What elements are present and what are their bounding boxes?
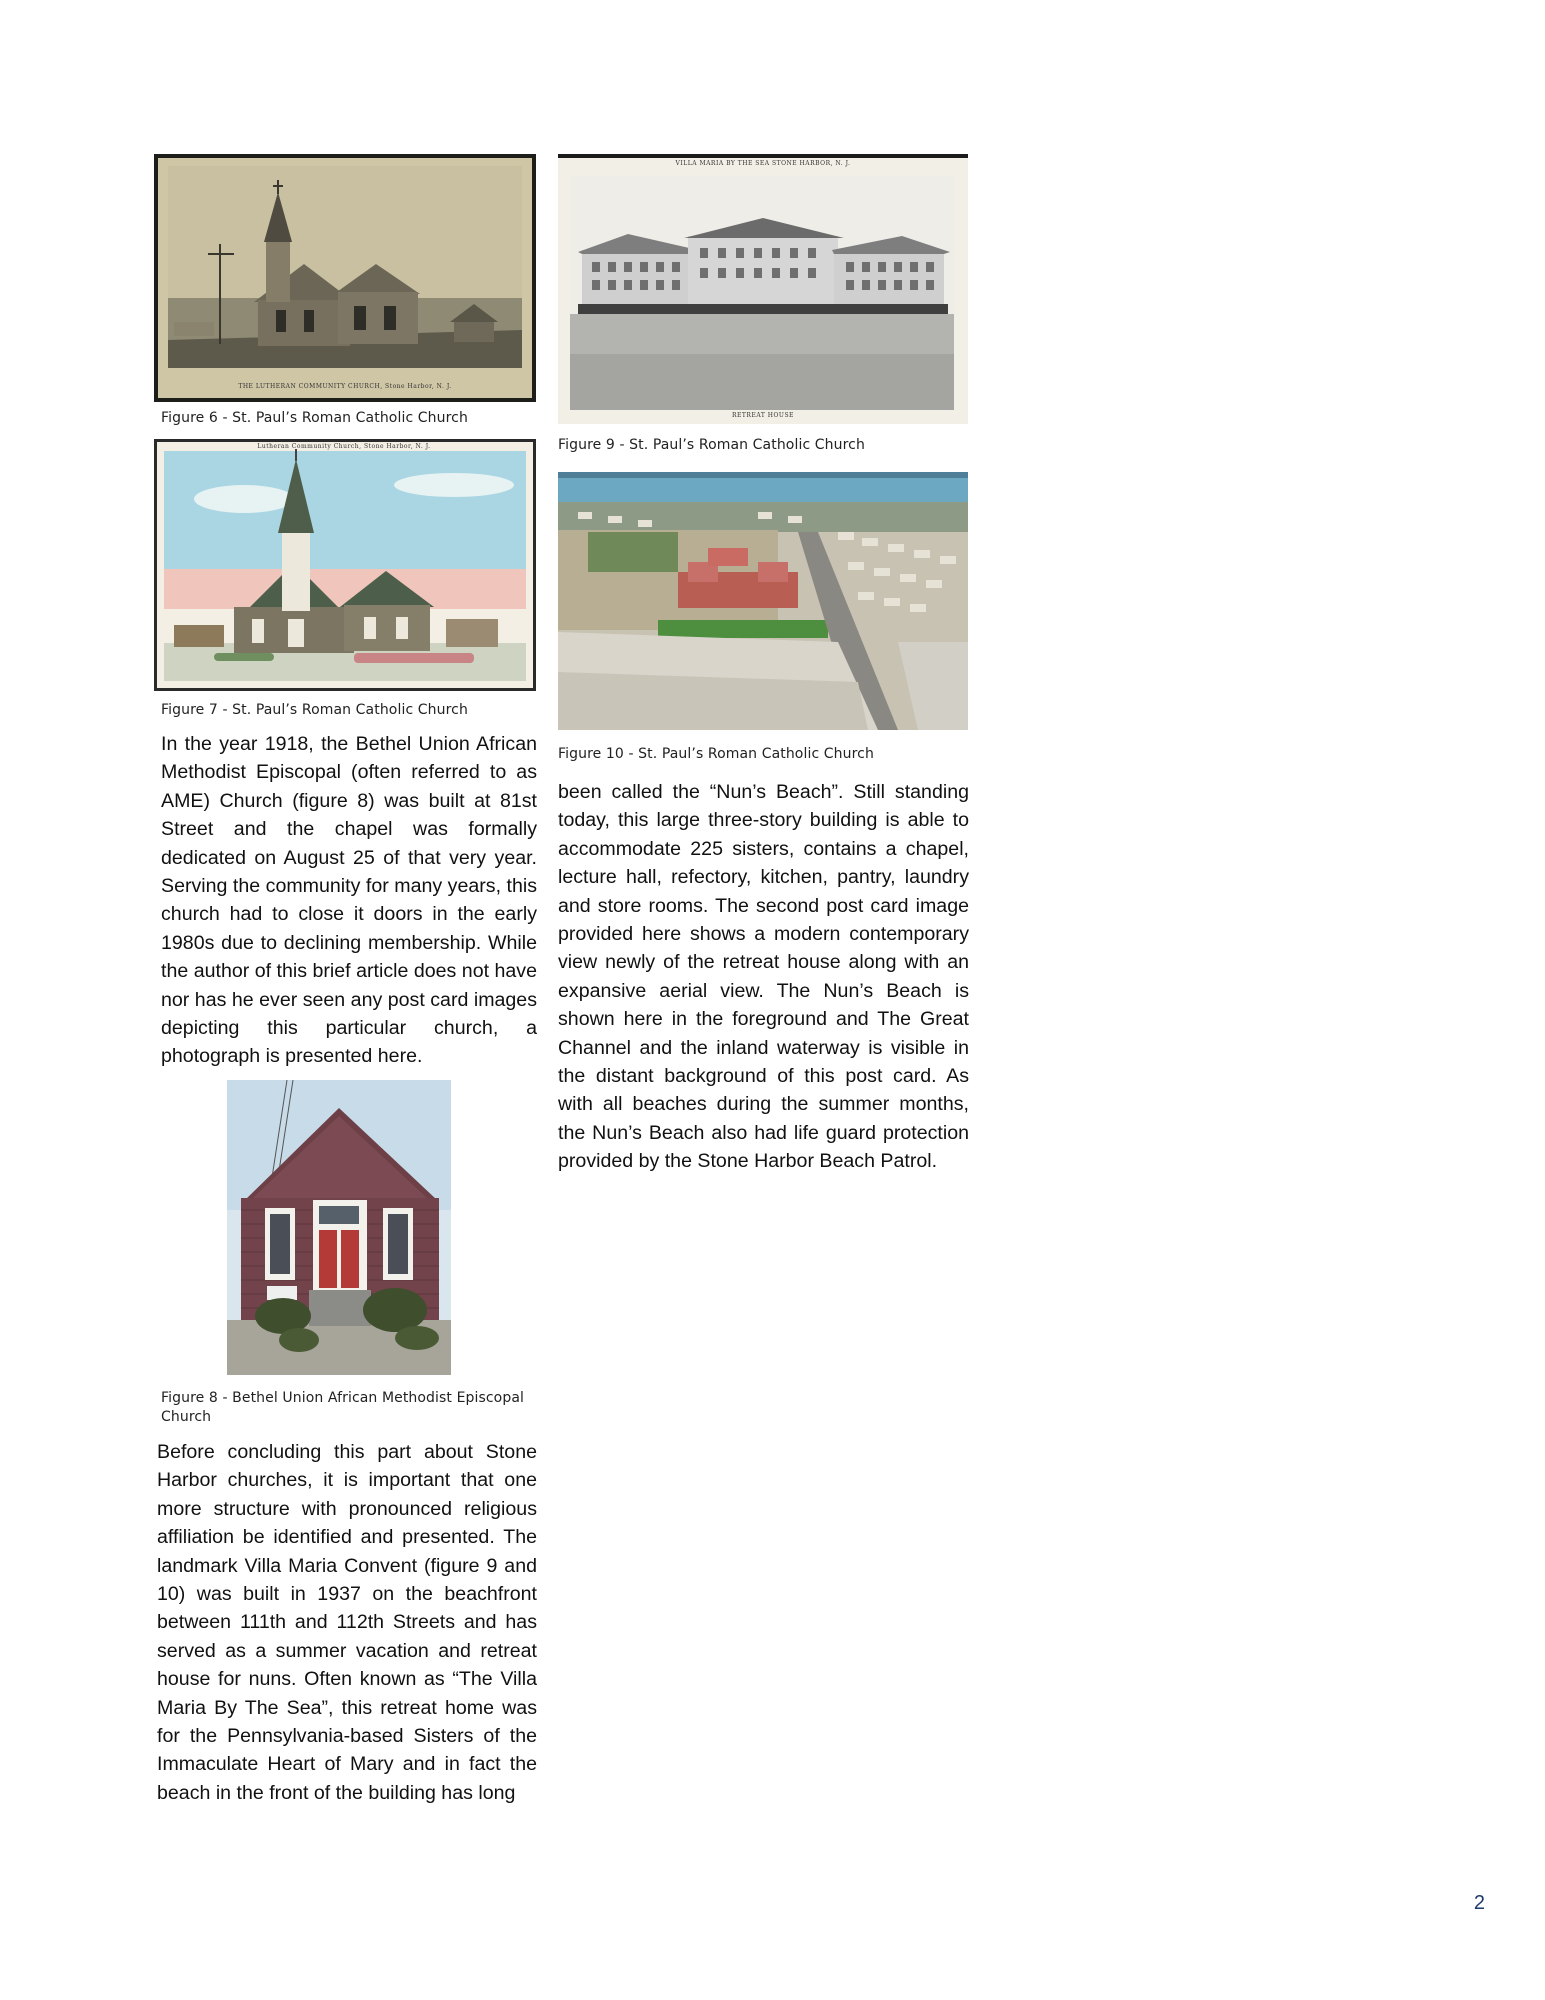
figure-8-caption: Figure 8 - Bethel Union African Methodist Episcopal Church <box>161 1390 525 1425</box>
paragraph-nuns-beach: been called the “Nun’s Beach”. Still standing today, this large three-story building is able to accommodate 225 sisters, contains a chapel, lecture hall, refectory, kitchen, pantry, laundry and store rooms. The second post card image provided here shows a modern contemporary view newly of the retreat house along with an expansive aerial view. The Nun’s Beach is shown here in the foreground and The Great Channel and the inland waterway is visible in the distant background of this post card. As with all beaches during the summer months, the Nun’s Beach also had life guard protection provided by the Stone Harbor Beach Patrol. <box>558 781 969 1173</box>
figure-7-card-label: Lutheran Community Church, Stone Harbor, N. J. <box>257 443 431 450</box>
figure-7-caption: Figure 7 - St. Paul’s Roman Catholic Church <box>161 702 468 718</box>
figure-9-caption: Figure 9 - St. Paul’s Roman Catholic Church <box>558 437 865 453</box>
figure-8-image <box>227 1080 451 1375</box>
figure-7-image <box>154 439 536 691</box>
paragraph-bethel-ame: In the year 1918, the Bethel Union African Methodist Episcopal (often referred to as AME) Church (figure 8) was built at 81st Street and the chapel was formally dedicated on August 25 of that very year. Serving the community for many years, this church had to close it doors in the early 1980s due to declining membership. While the author of this brief article does not have nor has he ever seen any post card images depicting this particular church, a photograph is presented here. <box>161 733 537 1068</box>
figure-10-image <box>558 472 968 730</box>
figure-6-card-label: THE LUTHERAN COMMUNITY CHURCH, Stone Harbor, N. J. <box>238 383 452 390</box>
figure-6-image <box>154 154 536 402</box>
figure-10-caption: Figure 10 - St. Paul’s Roman Catholic Church <box>558 746 874 762</box>
figure-9-card-label-bottom: RETREAT HOUSE <box>732 412 794 419</box>
page-number: 2 <box>1473 1892 1485 1914</box>
paragraph-villa-maria: Before concluding this part about Stone Harbor churches, it is important that one more structure with pronounced religious affiliation be identified and presented. The landmark Villa Maria Convent (figure 9 and 10) was built in 1937 on the beachfront between 111th and 112th Streets and has served as a summer vacation and retreat house for nuns. Often known as “The Villa Maria By The Sea”, this retreat home was for the Pennsylvania-based Sisters of the Immaculate Heart of Mary and in fact the beach in the front of the building has long <box>157 1441 537 1804</box>
figure-6-caption: Figure 6 - St. Paul’s Roman Catholic Church <box>161 410 468 426</box>
figure-9-card-label-top: VILLA MARIA BY THE SEA STONE HARBOR, N. J. <box>675 160 851 167</box>
figure-9-image <box>558 154 968 424</box>
